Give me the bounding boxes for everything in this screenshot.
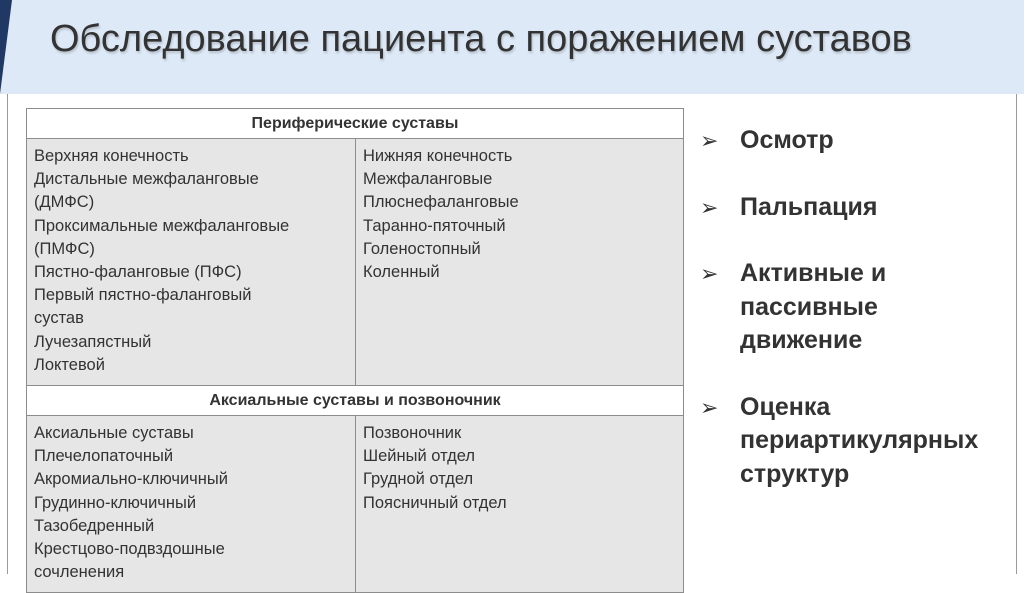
list-item: Аксиальные суставы (34, 424, 194, 443)
list-item: (ДМФС) (34, 193, 95, 212)
list-item: сочленения (34, 563, 125, 582)
list-item: Дистальные межфаланговые (34, 170, 259, 189)
cell-spine (356, 416, 684, 593)
bullet-item-inspection (700, 124, 1020, 158)
list-item: Таранно-пяточный (363, 216, 506, 235)
bullet-item-movements (700, 257, 1020, 358)
bullet-text-line: пассивные (740, 292, 878, 321)
list-item: Тазобедренный (34, 516, 155, 535)
list-item: Первый пястно-фаланговый (34, 286, 252, 305)
bullet-item-periarticular (700, 391, 1020, 492)
arrow-bullet-icon: ➢ (700, 394, 719, 420)
bullet-text-line: движение (740, 326, 863, 354)
list-item: Плюснефаланговые (363, 193, 519, 212)
arrow-bullet-icon: ➢ (700, 261, 719, 286)
joints-table (26, 108, 684, 593)
list-item: Грудинно-ключичный (34, 493, 197, 512)
header-accent-stripe (0, 0, 12, 94)
table-header-row (27, 386, 684, 416)
bullet-text-line: Оценка (740, 392, 831, 421)
bullet-text-line: Активные и (740, 259, 887, 287)
bullet-text: Пальпация (740, 192, 878, 221)
section-header-axial: Аксиальные суставы и позвоночник (27, 386, 684, 416)
list-item: Лучезапястный (34, 332, 152, 351)
bullet-text-line: структур (740, 459, 850, 488)
list-item: Верхняя конечность (34, 147, 189, 165)
list-item: Межфаланговые (363, 170, 493, 189)
examination-steps-list (700, 124, 1020, 491)
list-item: Акромиально-ключичный (34, 470, 228, 489)
bullet-text: Осмотр (740, 126, 834, 154)
list-item: Проксимальные межфаланговые (34, 216, 290, 235)
bullet-text-line: периартикулярных (740, 426, 979, 454)
table-row (27, 416, 684, 593)
list-item: Коленный (363, 263, 440, 282)
list-item: Голеностопный (363, 239, 481, 258)
title-band (0, 0, 1024, 94)
arrow-bullet-icon: ➢ (700, 128, 719, 153)
section-header-peripheral: Периферические суставы (27, 109, 684, 139)
list-item: Крестцово-подвздошные (34, 540, 225, 559)
content-frame-left-border (7, 94, 8, 574)
cell-axial-joints (27, 416, 356, 593)
list-item: Грудной отдел (363, 470, 474, 489)
table-header-row (27, 109, 684, 139)
list-item: Нижняя конечность (363, 147, 513, 165)
list-item: (ПМФС) (34, 239, 95, 258)
list-item: сустав (34, 309, 84, 328)
list-item: Плечелопаточный (34, 447, 174, 466)
table-row (27, 139, 684, 386)
arrow-bullet-icon: ➢ (700, 194, 719, 220)
bullet-item-palpation (700, 191, 1020, 225)
list-item: Позвоночник (363, 424, 462, 443)
list-item: Поясничный отдел (363, 493, 507, 512)
cell-lower-limb (356, 139, 684, 386)
slide-title: Обследование пациента с поражением суставов (50, 18, 912, 60)
cell-upper-limb (27, 139, 356, 386)
list-item: Пястно-фаланговые (ПФС) (34, 263, 242, 282)
list-item: Локтевой (34, 355, 105, 374)
list-item: Шейный отдел (363, 447, 475, 466)
